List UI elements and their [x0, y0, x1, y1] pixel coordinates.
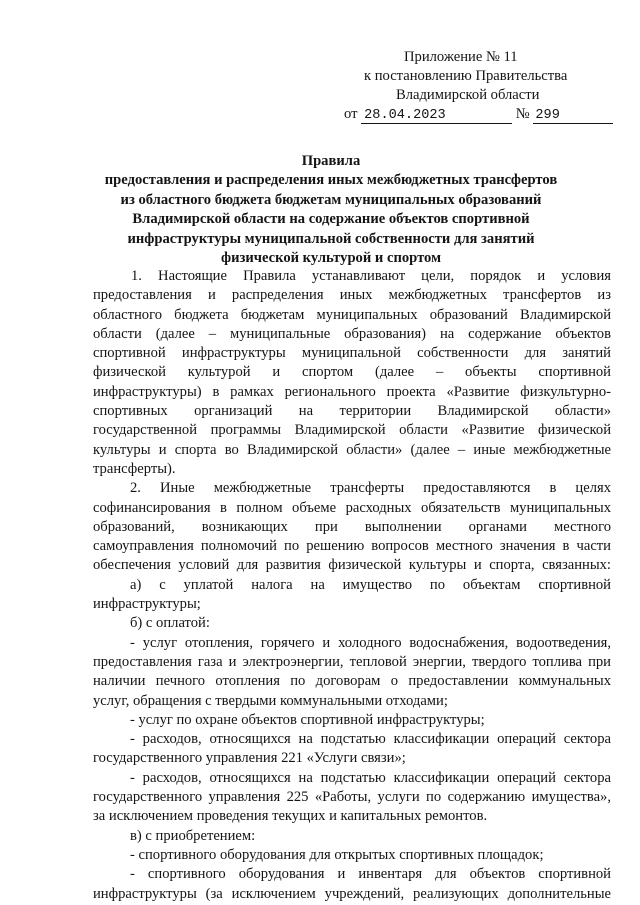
- body-line: физической культурой и спортом (далее – объекты спортивной: [93, 364, 611, 381]
- body-line: - спортивного оборудования и инвентаря для объектов спортивной: [130, 866, 611, 883]
- body-line: инфраструктуры) в рамках регионального проекта «Развитие физкультурно-: [93, 383, 611, 400]
- body-line: государственной программы Владимирской области «Развитие физической: [93, 422, 611, 439]
- body-line: культуры и спорта во Владимирской области» (далее – иные межбюджетные: [93, 441, 611, 458]
- body-line: области (далее – муниципальные образования) на содержание объектов: [93, 325, 611, 342]
- title-line: инфраструктуры муниципальной собственности для занятий: [127, 230, 535, 247]
- body-line: - расходов, относящихся на подстатью классификации операций сектора: [130, 731, 611, 748]
- title-line: предоставления и распределения иных межбюджетных трансфертов: [104, 172, 558, 189]
- body-line: спортивной инфраструктуры муниципальной собственности для занятий: [93, 345, 611, 362]
- body-line: предоставления газа и электроэнергии, тепловой энергии, твердого топлива при: [93, 653, 611, 670]
- body-line: 1. Настоящие Правила устанавливают цели, порядок и условия: [131, 268, 611, 284]
- body-line: образований, возникающих при выполнении органами местного: [93, 518, 611, 535]
- resolution-date: 28.04.2023: [361, 108, 512, 124]
- body-line: спортивных организаций на территории Владимирской области»: [93, 403, 611, 420]
- title-line: Владимирской области на содержание объектов спортивной: [132, 211, 530, 228]
- body-line: а) с уплатой налога на имущество по объектам спортивной: [130, 576, 611, 593]
- body-line: инфраструктуры;: [93, 596, 201, 613]
- body-line: за исключением проведения текущих и капитальных ремонтов.: [93, 808, 488, 825]
- title-line: из областного бюджета бюджетам муниципальных образований: [120, 191, 542, 208]
- number-prefix: №: [515, 106, 530, 122]
- body-line: - расходов, относящихся на подстатью классификации операций сектора: [130, 769, 611, 786]
- body-line: самоуправления полномочий по решению вопросов местного значения в части: [93, 538, 611, 555]
- body-line: трансферты).: [93, 460, 176, 477]
- body-line: наличии печного отопления по договорам о предоставлении коммунальных: [93, 673, 611, 690]
- body-line: б) с оплатой:: [130, 615, 210, 632]
- body-line: - спортивного оборудования для открытых спортивных площадок;: [130, 846, 544, 863]
- appendix-number: Приложение № 11: [404, 49, 518, 65]
- title-line: физической культурой и спортом: [220, 250, 442, 267]
- body-line: 2. Иные межбюджетные трансферты предоставляются в целях: [130, 480, 611, 497]
- body-line: услуг, обращения с твердыми коммунальными отходами;: [93, 692, 448, 709]
- document-body: [93, 267, 611, 904]
- date-prefix: от: [344, 106, 358, 122]
- body-line: государственного управления 225 «Работы, услуги по содержанию имущества»,: [93, 789, 611, 806]
- body-line: инфраструктуры (за исключением учреждений, реализующих дополнительные: [93, 885, 611, 902]
- body-line: софинансирования в полном объеме расходных обязательств муниципальных: [93, 499, 611, 516]
- body-line: предоставления и распределения иных межбюджетных трансфертов из: [93, 287, 611, 304]
- body-line: обеспечения условий для развития физической культуры и спорта, связанных:: [93, 557, 611, 574]
- body-line: - услуг отопления, горячего и холодного водоснабжения, водоотведения,: [130, 634, 611, 651]
- title-heading: Правила: [301, 153, 361, 169]
- document-title: [98, 152, 564, 268]
- resolution-number: 299: [533, 108, 613, 124]
- body-line: областного бюджета бюджетам муниципальных образований Владимирской: [93, 306, 611, 323]
- appendix-resolution-ref: к постановлению Правительства: [364, 68, 568, 84]
- body-line: - услуг по охране объектов спортивной инфраструктуры;: [130, 711, 485, 728]
- body-line: в) с приобретением:: [130, 827, 256, 844]
- appendix-date-line: [344, 105, 614, 124]
- appendix-header: [344, 48, 614, 124]
- body-line: государственного управления 221 «Услуги связи»;: [93, 750, 406, 767]
- appendix-region: Владимирской области: [396, 87, 540, 103]
